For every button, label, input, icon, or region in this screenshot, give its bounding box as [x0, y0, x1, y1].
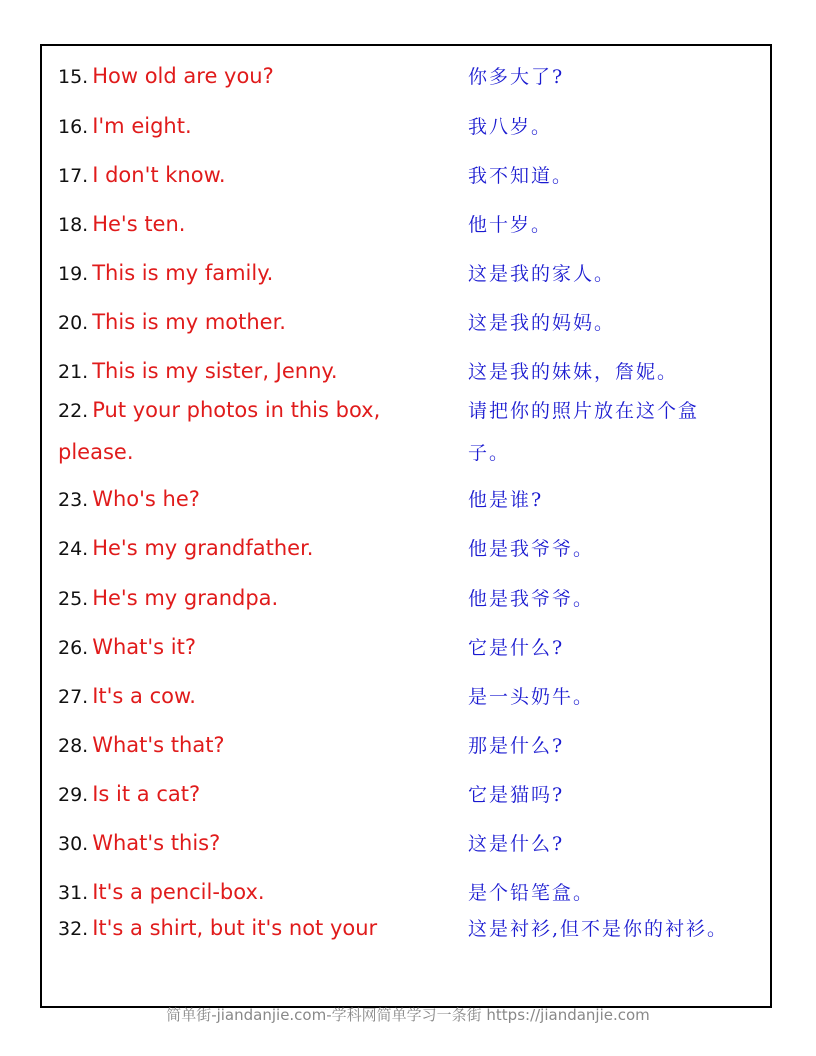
english-phrase: He's ten. — [92, 212, 186, 236]
chinese-translation — [468, 774, 768, 816]
english-phrase: What's that? — [92, 733, 225, 757]
sentence-number: 25. — [58, 588, 89, 610]
sentence-number: 32. — [58, 918, 89, 940]
english-phrase: He's my grandpa. — [92, 586, 279, 610]
chinese-line: 我不知道。 — [468, 165, 574, 187]
english-phrase: This is my mother. — [92, 310, 286, 334]
chinese-translation — [468, 204, 768, 246]
chinese-translation — [468, 56, 768, 98]
chinese-translation — [468, 302, 768, 344]
english-phrase: How old are you? — [92, 64, 274, 88]
chinese-translation — [468, 578, 768, 620]
sentence-number: 22. — [58, 400, 89, 422]
english-line — [58, 684, 428, 708]
chinese-translation — [468, 253, 768, 295]
english-phrase: What's this? — [92, 831, 221, 855]
english-phrase: Who's he? — [92, 487, 200, 511]
english-phrase: I'm eight. — [92, 114, 192, 138]
chinese-line: 它是什么? — [468, 637, 565, 659]
chinese-translation — [468, 106, 768, 148]
chinese-line: 是一头奶牛。 — [468, 686, 595, 708]
english-phrase: Put your photos in this box, — [92, 398, 381, 422]
english-phrase: Is it a cat? — [92, 782, 201, 806]
sentence-number: 18. — [58, 214, 89, 236]
sentence-number: 30. — [58, 833, 89, 855]
sentence-number: 21. — [58, 361, 89, 383]
chinese-translation — [468, 823, 768, 865]
english-phrase: This is my sister, Jenny. — [92, 359, 338, 383]
chinese-translation — [468, 908, 768, 950]
english-phrase: He's my grandfather. — [92, 536, 314, 560]
english-line — [58, 536, 428, 560]
english-line — [58, 163, 428, 187]
sentence-row — [42, 398, 770, 488]
sentence-number: 24. — [58, 538, 89, 560]
english-line — [58, 398, 428, 422]
english-line — [58, 782, 428, 806]
chinese-line: 你多大了? — [468, 66, 565, 88]
chinese-line: 这是衬衫,但不是你的衬衫。 — [468, 918, 729, 940]
chinese-translation — [468, 351, 768, 393]
sentence-number: 27. — [58, 686, 89, 708]
chinese-line: 是个铅笔盒。 — [468, 882, 595, 904]
chinese-line-continued: 子。 — [468, 442, 511, 464]
sentence-number: 26. — [58, 637, 89, 659]
sentence-number: 17. — [58, 165, 89, 187]
chinese-translation — [468, 676, 768, 718]
chinese-line: 这是什么? — [468, 833, 565, 855]
english-line — [58, 916, 428, 940]
chinese-line: 他是我爷爷。 — [468, 538, 595, 560]
sentence-number: 29. — [58, 784, 89, 806]
english-phrase-continued: please. — [58, 440, 134, 464]
chinese-translation — [468, 390, 768, 474]
english-line — [58, 831, 428, 855]
chinese-line: 他是我爷爷。 — [468, 588, 595, 610]
page-frame — [40, 44, 772, 1008]
english-line — [58, 487, 428, 511]
chinese-line: 那是什么? — [468, 735, 565, 757]
english-phrase: It's a cow. — [92, 684, 196, 708]
english-line — [58, 114, 428, 138]
chinese-line: 他是谁? — [468, 489, 544, 511]
english-phrase: It's a pencil-box. — [92, 880, 265, 904]
english-line — [58, 359, 428, 383]
english-line — [58, 586, 428, 610]
chinese-translation — [468, 155, 768, 197]
chinese-translation — [468, 479, 768, 521]
chinese-line: 这是我的家人。 — [468, 263, 616, 285]
english-line — [58, 880, 428, 904]
chinese-translation — [468, 627, 768, 669]
sentence-number: 16. — [58, 116, 89, 138]
english-phrase: It's a shirt, but it's not your — [92, 916, 378, 940]
chinese-line: 我八岁。 — [468, 116, 553, 138]
english-line — [58, 733, 428, 757]
english-line — [58, 635, 428, 659]
english-line — [58, 212, 428, 236]
sentence-number: 19. — [58, 263, 89, 285]
sentence-number: 15. — [58, 66, 89, 88]
chinese-translation — [468, 528, 768, 570]
chinese-translation — [468, 725, 768, 767]
english-line — [58, 261, 428, 285]
chinese-line: 请把你的照片放在这个盒 — [468, 400, 700, 422]
english-line — [58, 64, 428, 88]
english-phrase: This is my family. — [92, 261, 274, 285]
chinese-line: 它是猫吗? — [468, 784, 565, 806]
english-phrase: I don't know. — [92, 163, 226, 187]
chinese-line: 这是我的妈妈。 — [468, 312, 616, 334]
sentence-number: 28. — [58, 735, 89, 757]
chinese-line: 这是我的妹妹，詹妮。 — [468, 361, 679, 383]
footer-watermark: 简单街-jiandanjie.com-学科网简单学习一条街 https://jiandanjie.com — [166, 1006, 650, 1024]
english-phrase: What's it? — [92, 635, 196, 659]
sentence-number: 23. — [58, 489, 89, 511]
english-line — [58, 310, 428, 334]
sentence-number: 31. — [58, 882, 89, 904]
sentence-number: 20. — [58, 312, 89, 334]
chinese-line: 他十岁。 — [468, 214, 553, 236]
